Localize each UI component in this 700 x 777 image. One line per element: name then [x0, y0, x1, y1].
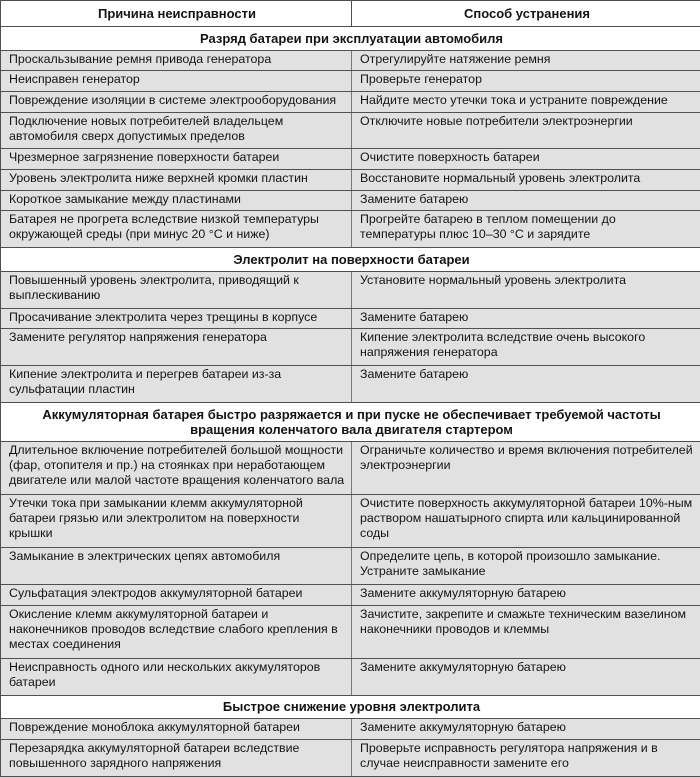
table-row [1, 308, 700, 329]
remedy-cell: Проверьте исправность регулятора напряжения и в случае неисправности замените его [352, 739, 700, 776]
remedy-cell: Очистите поверхность аккумуляторной батареи 10%-ным раствором нашатырного спирта или кальцинированной соды [352, 495, 700, 548]
remedy-cell: Найдите место утечки тока и устраните повреждение [352, 92, 700, 113]
remedy-cell: Замените батарею [352, 308, 700, 329]
table-row [1, 149, 700, 170]
section-heading [1, 695, 700, 719]
remedy-cell: Замените батарею [352, 190, 700, 211]
remedy-cell: Замените аккумуляторную батарею [352, 658, 700, 695]
table-row [1, 585, 700, 606]
table-row [1, 50, 700, 71]
table-row [1, 211, 700, 248]
table-row [1, 441, 700, 494]
table-row [1, 739, 700, 776]
table-row [1, 366, 700, 403]
cause-cell: Подключение новых потребителей владельцем автомобиля сверх допустимых пределов [1, 112, 352, 149]
cause-cell: Батарея не прогрета вследствие низкой температуры окружающей среды (при минус 20 °С и ниже) [1, 211, 352, 248]
table-row [1, 92, 700, 113]
table-row [1, 658, 700, 695]
cause-cell: Чрезмерное загрязнение поверхности батареи [1, 149, 352, 170]
remedy-cell: Кипение электролита вследствие очень высокого напряжения генератора [352, 329, 700, 366]
cause-cell: Длительное включение потребителей большой мощности (фар, отопителя и пр.) на стоянках при неработающем двигателе или малой частоте вращения коленчатого вала [1, 441, 352, 494]
cause-cell: Проскальзывание ремня привода генератора [1, 50, 352, 71]
cause-cell: Неисправность одного или нескольких аккумуляторов батареи [1, 658, 352, 695]
section-title: Быстрое снижение уровня электролита [1, 695, 700, 719]
header-cause: Причина неисправности [1, 1, 352, 27]
cause-cell: Короткое замыкание между пластинами [1, 190, 352, 211]
cause-cell: Окисление клемм аккумуляторной батареи и наконечников проводов вследствие слабого крепления в местах соединения [1, 605, 352, 658]
remedy-cell: Установите нормальный уровень электролита [352, 271, 700, 308]
table-row [1, 548, 700, 585]
cause-cell: Просачивание электролита через трещины в корпусе [1, 308, 352, 329]
remedy-cell: Замените батарею [352, 366, 700, 403]
remedy-cell: Проверьте генератор [352, 71, 700, 92]
section-heading [1, 248, 700, 272]
table-row [1, 329, 700, 366]
remedy-cell: Отключите новые потребители электроэнергии [352, 112, 700, 149]
cause-cell: Замыкание в электрических цепях автомобиля [1, 548, 352, 585]
remedy-cell: Ограничьте количество и время включения потребителей электроэнергии [352, 441, 700, 494]
cause-cell: Неисправен генератор [1, 71, 352, 92]
remedy-cell: Восстановите нормальный уровень электролита [352, 170, 700, 191]
section-heading [1, 402, 700, 441]
table-row [1, 71, 700, 92]
remedy-cell: Определите цепь, в которой произошло замыкание. Устраните замыкание [352, 548, 700, 585]
remedy-cell: Замените аккумуляторную батарею [352, 719, 700, 740]
table-row [1, 170, 700, 191]
table-row [1, 271, 700, 308]
table-row [1, 605, 700, 658]
section-title: Разряд батареи при эксплуатации автомобиля [1, 27, 700, 51]
remedy-cell: Зачистите, закрепите и смажьте техническим вазелином наконечники проводов и клеммы [352, 605, 700, 658]
cause-cell: Утечки тока при замыкании клемм аккумуляторной батареи грязью или электролитом на поверхности крышки [1, 495, 352, 548]
table-row [1, 112, 700, 149]
table-row [1, 495, 700, 548]
cause-cell: Повышенный уровень электролита, приводящий к выплескиванию [1, 271, 352, 308]
remedy-cell: Отрегулируйте натяжение ремня [352, 50, 700, 71]
remedy-cell: Прогрейте батарею в теплом помещении до температуры плюс 10–30 °С и зарядите [352, 211, 700, 248]
table-row [1, 190, 700, 211]
section-title: Электролит на поверхности батареи [1, 248, 700, 272]
cause-cell: Уровень электролита ниже верхней кромки пластин [1, 170, 352, 191]
table-row [1, 719, 700, 740]
cause-cell: Замените регулятор напряжения генератора [1, 329, 352, 366]
remedy-cell: Замените аккумуляторную батарею [352, 585, 700, 606]
cause-cell: Кипение электролита и перегрев батареи из-за сульфатации пластин [1, 366, 352, 403]
cause-cell: Повреждение изоляции в системе электрооборудования [1, 92, 352, 113]
header-remedy: Способ устранения [352, 1, 700, 27]
cause-cell: Перезарядка аккумуляторной батареи вследствие повышенного зарядного напряжения [1, 739, 352, 776]
cause-cell: Повреждение моноблока аккумуляторной батареи [1, 719, 352, 740]
remedy-cell: Очистите поверхность батареи [352, 149, 700, 170]
cause-cell: Сульфатация электродов аккумуляторной батареи [1, 585, 352, 606]
table-header-row [1, 1, 700, 27]
section-heading [1, 27, 700, 51]
section-title: Аккумуляторная батарея быстро разряжается и при пуске не обеспечивает требуемой частоты вращения коленчатого вала двигателя стартером [1, 402, 700, 441]
